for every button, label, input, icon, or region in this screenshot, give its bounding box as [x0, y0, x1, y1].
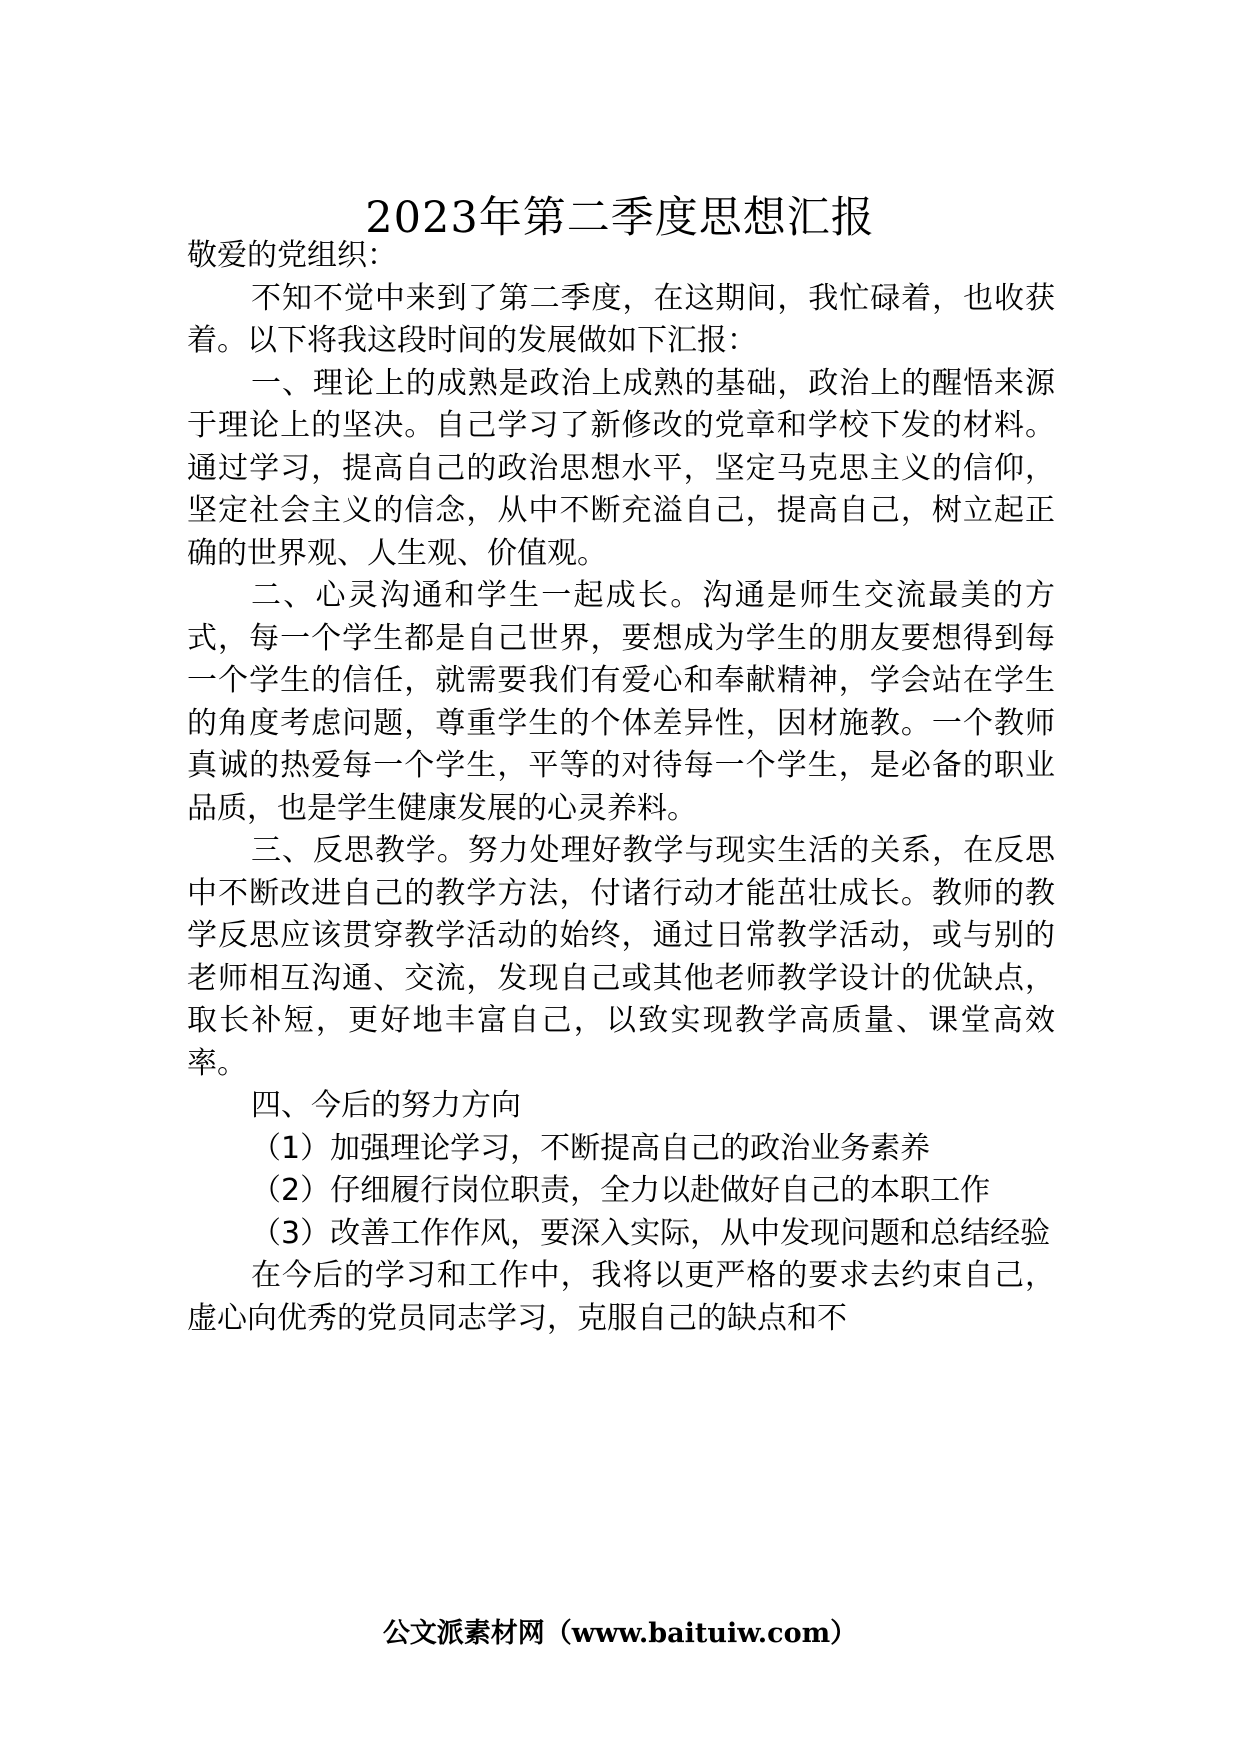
list-item: （3）改善工作作风，要深入实际，从中发现问题和总结经验 — [251, 1215, 1051, 1251]
list-item: （1）加强理论学习，不断提高自己的政治业务素养 — [251, 1130, 931, 1166]
paragraph-theory: 一、理论上的成熟是政治上成熟的基础，政治上的醒悟来源于理论上的坚决。自己学习了新修改的党章和学校下发的材料。通过学习，提高自己的政治思想水平，坚定马克思主义的信仰，坚定社会主义的信念，从中不断充溢自己，提高自己，树立起正确的世界观、人生观、价值观。 — [187, 365, 1055, 571]
paragraph-closing: 在今后的学习和工作中，我将以更严格的要求去约束自己，虚心向优秀的党员同志学习，克服自己的缺点和不 — [187, 1258, 1055, 1336]
paragraph-reflection: 三、反思教学。努力处理好教学与现实生活的关系，在反思中不断改进自己的教学方法，付诸行动才能茁壮成长。教师的教学反思应该贯穿教学活动的始终，通过日常教学活动，或与别的老师相互沟通、交流，发现自己或其他老师教学设计的优缺点，取长补短，更好地丰富自己，以致实现教学高质量、课堂高效率。 — [187, 833, 1055, 1081]
footer-source: 公文派素材网（www.baituiw.com） — [382, 1618, 858, 1649]
paragraph-future-direction: 四、今后的努力方向 — [251, 1088, 521, 1123]
paragraph-intro: 不知不觉中来到了第二季度，在这期间，我忙碌着，也收获着。以下将我这段时间的发展做如下汇报： — [187, 280, 1055, 358]
document-title: 2023年第二季度思想汇报 — [365, 193, 875, 243]
list-item: （2）仔细履行岗位职责，全力以赴做好自己的本职工作 — [251, 1173, 991, 1208]
salutation: 敬爱的党组织： — [187, 238, 397, 273]
document-body — [187, 235, 1055, 1340]
paragraph-communication: 二、心灵沟通和学生一起成长。沟通是师生交流最美的方式，每一个学生都是自己世界，要想成为学生的朋友要想得到每一个学生的信任，就需要我们有爱心和奉献精神，学会站在学生的角度考虑问题，尊重学生的个体差异性，因材施教。一个教师真诚的热爱每一个学生，平等的对待每一个学生，是必备的职业品质，也是学生健康发展的心灵养料。 — [187, 578, 1055, 826]
